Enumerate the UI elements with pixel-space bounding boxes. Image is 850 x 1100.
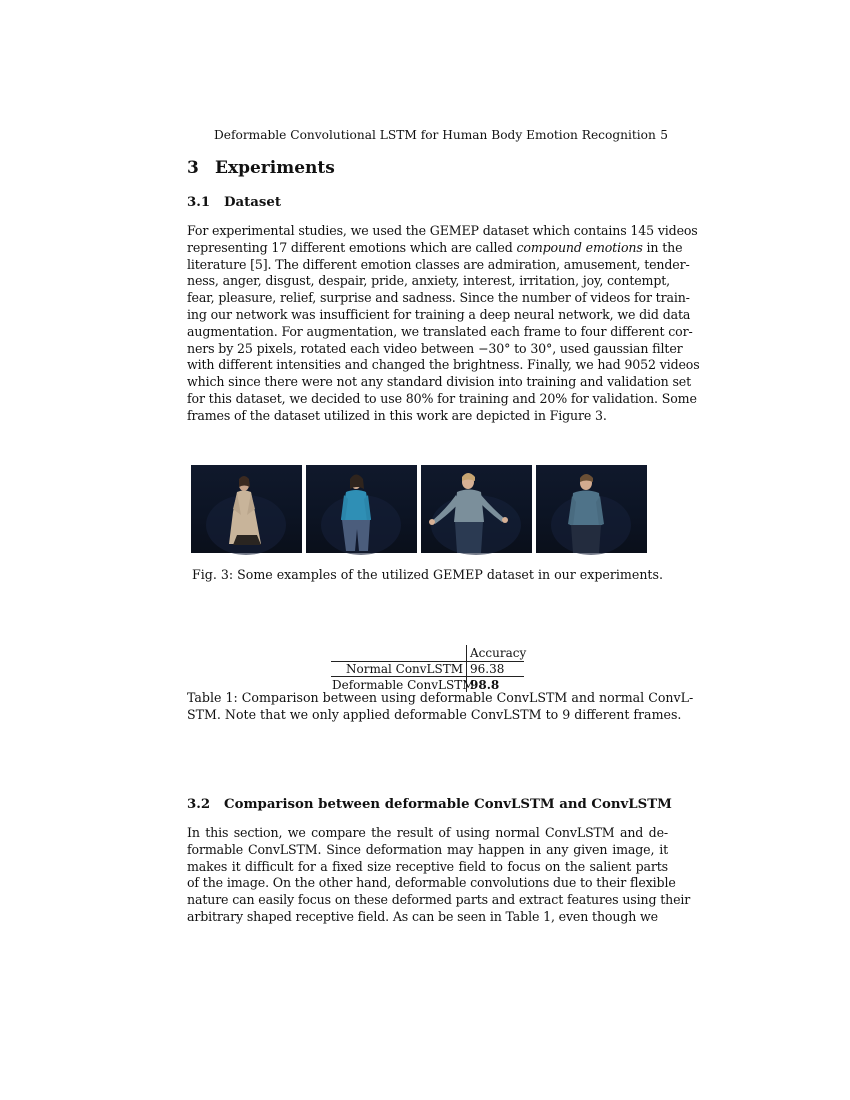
paragraph-line: representing 17 different emotions which are called compound emotions in the bbox=[187, 239, 683, 255]
paragraph-line: formable ConvLSTM. Since deformation may happen in any given image, it bbox=[187, 841, 668, 857]
emphasized-term: compound emotions bbox=[516, 239, 643, 255]
paragraph-line: for this dataset, we decided to use 80% for training and 20% for validation. Some bbox=[187, 390, 697, 406]
dataset-frame bbox=[191, 465, 302, 553]
table-caption-line: Table 1: Comparison between using deformable ConvLSTM and normal ConvL- bbox=[187, 690, 694, 705]
subsection-heading-dataset bbox=[187, 195, 281, 210]
paragraph-line: In this section, we compare the result of using normal ConvLSTM and de- bbox=[187, 825, 668, 840]
dataset-paragraph bbox=[187, 223, 700, 425]
paragraph-line: which since there were not any standard division into training and validation set bbox=[187, 374, 691, 390]
paragraph-line: literature [5]. The different emotion classes are admiration, amusement, tender- bbox=[187, 256, 690, 272]
paragraph-line: of the image. On the other hand, deformable convolutions due to their flexible bbox=[187, 875, 676, 891]
dataset-frame bbox=[421, 465, 532, 553]
paragraph-line: with different intensities and changed the brightness. Finally, we had 9052 videos bbox=[187, 357, 700, 373]
paragraph-line: frames of the dataset utilized in this work are depicted in Figure 3. bbox=[187, 407, 607, 423]
dataset-frame bbox=[306, 465, 417, 553]
running-head-title: Deformable Convolutional LSTM for Human Body Emotion Recognition bbox=[214, 128, 656, 142]
table-caption bbox=[187, 690, 694, 724]
subsection-number: 3.1 bbox=[187, 195, 211, 210]
table-cell-method: Deformable ConvLSTM bbox=[332, 678, 475, 692]
paragraph-line: makes it difficult for a fixed size receptive field to focus on the salient parts bbox=[187, 858, 668, 874]
paragraph-line: For experimental studies, we used the GEMEP dataset which contains 145 videos bbox=[187, 223, 698, 238]
section-heading bbox=[187, 158, 335, 178]
paragraph-line: ners by 25 pixels, rotated each video between −30° to 30°, used gaussian filter bbox=[187, 340, 683, 356]
paragraph-line: ness, anger, disgust, despair, pride, anxiety, interest, irritation, joy, contempt, bbox=[187, 273, 671, 289]
results-table bbox=[331, 645, 526, 693]
table-cell-accuracy: 96.38 bbox=[470, 662, 505, 676]
comparison-paragraph bbox=[187, 825, 691, 926]
paragraph-line: arbitrary shaped receptive field. As can be seen in Table 1, even though we bbox=[187, 908, 658, 924]
subsection-title: Comparison between deformable ConvLSTM and ConvLSTM bbox=[224, 797, 672, 812]
table-rule bbox=[331, 676, 524, 677]
paragraph-line: ing our network was insufficient for training a deep neural network, we did data bbox=[187, 306, 691, 322]
paragraph-line: augmentation. For augmentation, we translated each frame to four different cor- bbox=[187, 323, 693, 339]
subsection-title: Dataset bbox=[224, 195, 281, 210]
dataset-frame bbox=[536, 465, 647, 553]
table-cell-accuracy-best: 98.8 bbox=[470, 678, 500, 692]
table-cell-method: Normal ConvLSTM bbox=[346, 662, 464, 676]
subsection-heading-comparison bbox=[187, 797, 672, 812]
figure-caption: Fig. 3: Some examples of the utilized GEMEP dataset in our experiments. bbox=[192, 567, 663, 582]
table-header-accuracy: Accuracy bbox=[470, 646, 527, 660]
section-number: 3 bbox=[187, 158, 199, 178]
table-caption-line: STM. Note that we only applied deformable ConvLSTM to 9 different frames. bbox=[187, 706, 682, 722]
page-number: 5 bbox=[660, 128, 668, 142]
section-title: Experiments bbox=[215, 158, 335, 178]
paragraph-line: fear, pleasure, relief, surprise and sadness. Since the number of videos for train- bbox=[187, 290, 690, 306]
subsection-number: 3.2 bbox=[187, 797, 211, 812]
paragraph-line: nature can easily focus on these deformed parts and extract features using their bbox=[187, 892, 691, 908]
